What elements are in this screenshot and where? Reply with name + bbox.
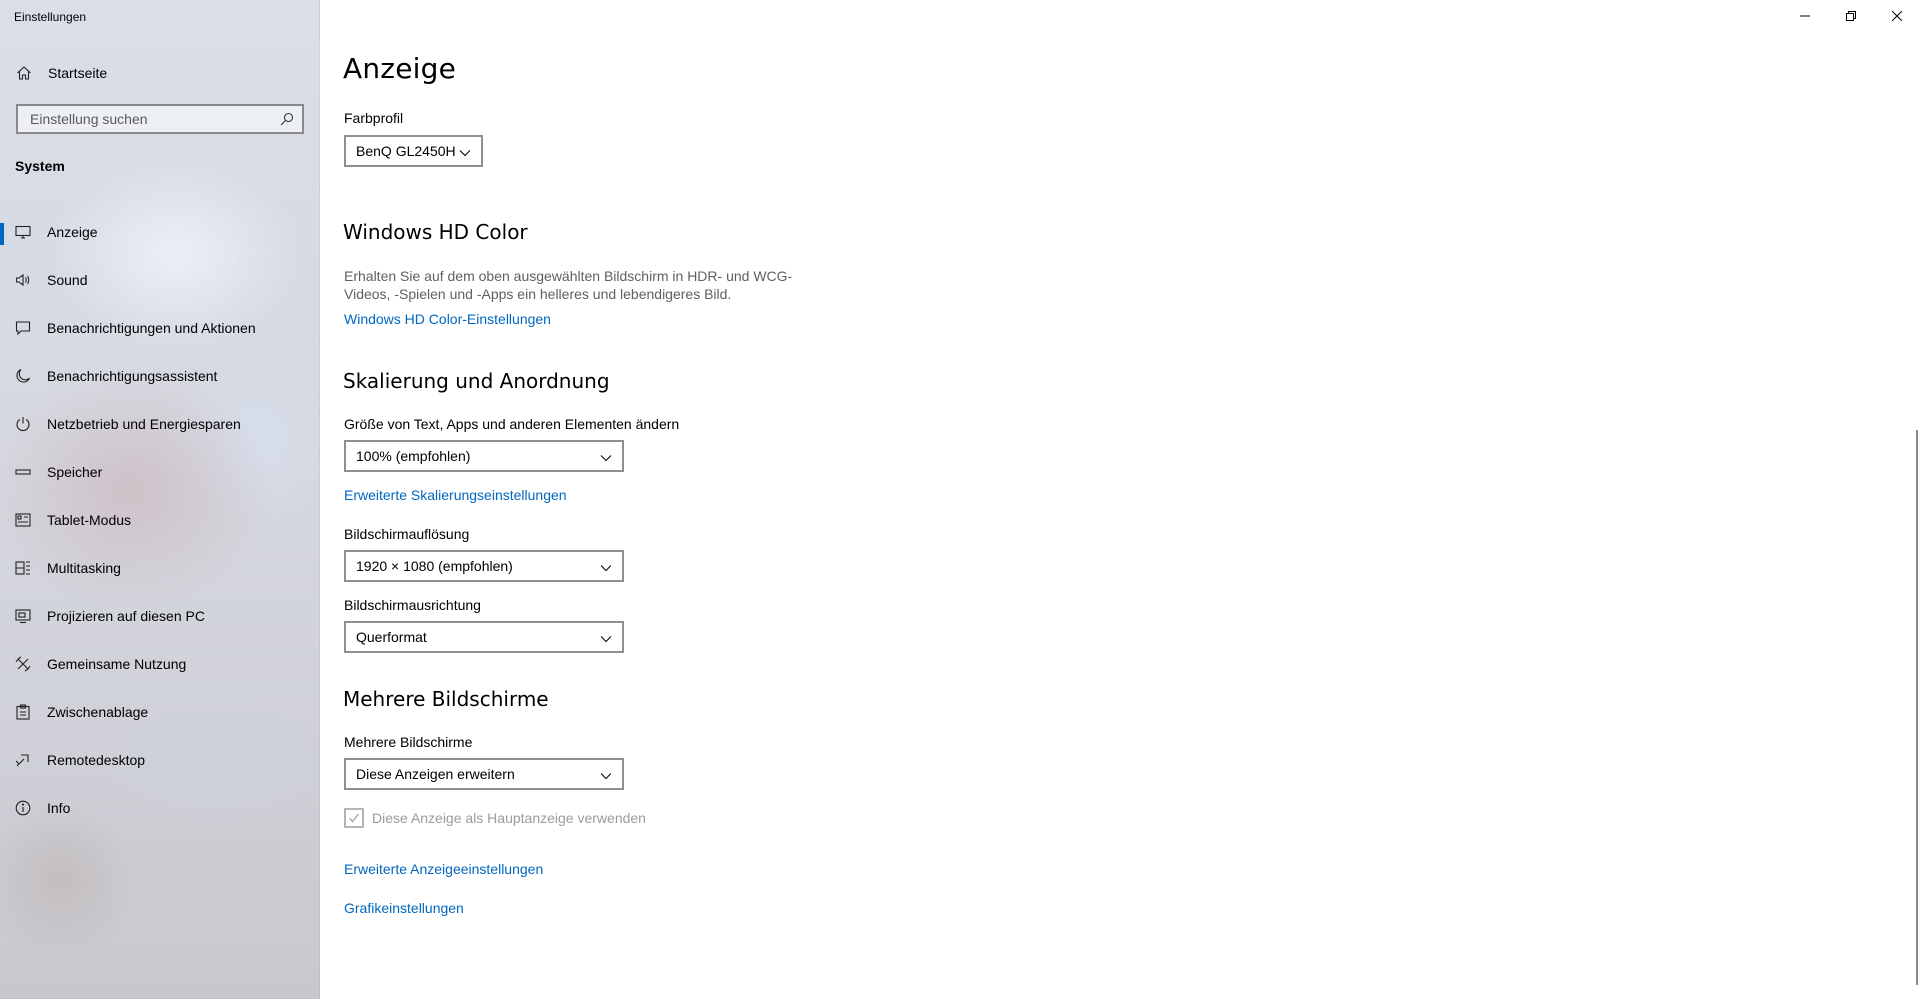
sidebar-item-projizieren[interactable] [0, 593, 320, 641]
clipboard-icon [15, 704, 31, 720]
dropdown-value: 1920 × 1080 (empfohlen) [356, 558, 513, 574]
multiple-displays-label: Mehrere Bildschirme [344, 734, 473, 750]
sidebar-item-label: Sound [47, 272, 88, 288]
graphics-settings-link[interactable]: Grafikeinstellungen [344, 900, 464, 916]
sidebar-item-tablet-modus[interactable] [0, 497, 320, 545]
sidebar-item-label: Netzbetrieb und Energiesparen [47, 416, 241, 432]
multitasking-icon [15, 560, 31, 576]
scale-dropdown[interactable] [344, 440, 624, 472]
multiple-displays-dropdown[interactable] [344, 758, 624, 790]
hd-color-description: Erhalten Sie auf dem oben ausgewählten Bildschirm in HDR- und WCG-Videos, -Spielen und -Apps ein helleres und lebendigeres Bild. [344, 268, 793, 302]
close-icon [1892, 11, 1902, 21]
dropdown-value: Querformat [356, 629, 427, 645]
sidebar-item-label: Benachrichtigungen und Aktionen [47, 320, 256, 336]
color-profile-dropdown[interactable] [344, 135, 483, 167]
page-title: Anzeige [343, 52, 457, 85]
sidebar-nav [0, 209, 320, 833]
sidebar-item-anzeige[interactable] [0, 209, 320, 257]
sidebar-item-sound[interactable] [0, 257, 320, 305]
vertical-scrollbar[interactable] [1916, 430, 1918, 985]
color-profile-label: Farbprofil [344, 110, 404, 126]
scale-label: Größe von Text, Apps und anderen Elementen ändern [344, 416, 680, 432]
main-content [343, 0, 1883, 999]
info-icon [15, 800, 31, 816]
sidebar-item-label: Anzeige [47, 224, 98, 240]
remote-desktop-icon [15, 752, 31, 768]
sidebar-item-label: Zwischenablage [47, 704, 149, 720]
window-title: Einstellungen [14, 10, 87, 24]
hd-color-heading: Windows HD Color [343, 220, 528, 244]
notification-icon [15, 320, 31, 336]
dropdown-value: 100% (empfohlen) [356, 448, 471, 464]
shared-experiences-icon [15, 656, 31, 672]
home-icon [16, 65, 32, 81]
sidebar-item-label: Info [47, 800, 71, 816]
sidebar-item-benachrichtigungen[interactable] [0, 305, 320, 353]
tablet-icon [15, 512, 31, 528]
moon-icon [15, 368, 31, 384]
speaker-icon [15, 272, 31, 288]
search-icon[interactable] [280, 112, 294, 126]
sidebar-item-gemeinsame-nutzung[interactable] [0, 641, 320, 689]
sidebar-item-label: Remotedesktop [47, 752, 146, 768]
advanced-scaling-link[interactable]: Erweiterte Skalierungseinstellungen [344, 487, 567, 503]
chevron-down-icon [600, 632, 612, 644]
dropdown-value: BenQ GL2450H [356, 143, 456, 159]
resolution-label: Bildschirmauflösung [344, 526, 470, 542]
sidebar-item-netzbetrieb[interactable] [0, 401, 320, 449]
sidebar-item-benachrichtigungsassistent[interactable] [0, 353, 320, 401]
sidebar-item-multitasking[interactable] [0, 545, 320, 593]
power-icon [15, 416, 31, 432]
chevron-down-icon [600, 561, 612, 573]
sidebar-item-label: Benachrichtigungsassistent [47, 368, 218, 384]
main-display-checkbox[interactable] [344, 808, 364, 828]
section-title: System [15, 158, 65, 174]
project-icon [15, 608, 31, 624]
hd-color-settings-link[interactable]: Windows HD Color-Einstellungen [344, 311, 551, 327]
sidebar-item-label: Gemeinsame Nutzung [47, 656, 187, 672]
sidebar [0, 0, 320, 999]
sidebar-item-label: Multitasking [47, 560, 121, 576]
sidebar-item-remotedesktop[interactable] [0, 737, 320, 785]
storage-icon [15, 464, 31, 480]
orientation-dropdown[interactable] [344, 621, 624, 653]
search-input[interactable] [28, 110, 272, 128]
sidebar-item-speicher[interactable] [0, 449, 320, 497]
scale-layout-heading: Skalierung und Anordnung [343, 369, 610, 393]
advanced-display-settings-link[interactable]: Erweiterte Anzeigeeinstellungen [344, 861, 544, 877]
sidebar-item-label: Speicher [47, 464, 103, 480]
sidebar-item-zwischenablage[interactable] [0, 689, 320, 737]
chevron-down-icon [600, 451, 612, 463]
chevron-down-icon [459, 146, 471, 158]
chevron-down-icon [600, 769, 612, 781]
main-display-checkbox-label: Diese Anzeige als Hauptanzeige verwenden [372, 810, 646, 826]
orientation-label: Bildschirmausrichtung [344, 597, 481, 613]
home-label: Startseite [48, 65, 108, 81]
sidebar-item-label: Projizieren auf diesen PC [47, 608, 205, 624]
search-box[interactable] [16, 104, 304, 134]
dropdown-value: Diese Anzeigen erweitern [356, 766, 515, 782]
multiple-displays-heading: Mehrere Bildschirme [343, 687, 549, 711]
monitor-icon [15, 224, 31, 240]
home-link[interactable] [0, 58, 320, 88]
sidebar-item-info[interactable] [0, 785, 320, 833]
resolution-dropdown[interactable] [344, 550, 624, 582]
sidebar-item-label: Tablet-Modus [47, 512, 132, 528]
